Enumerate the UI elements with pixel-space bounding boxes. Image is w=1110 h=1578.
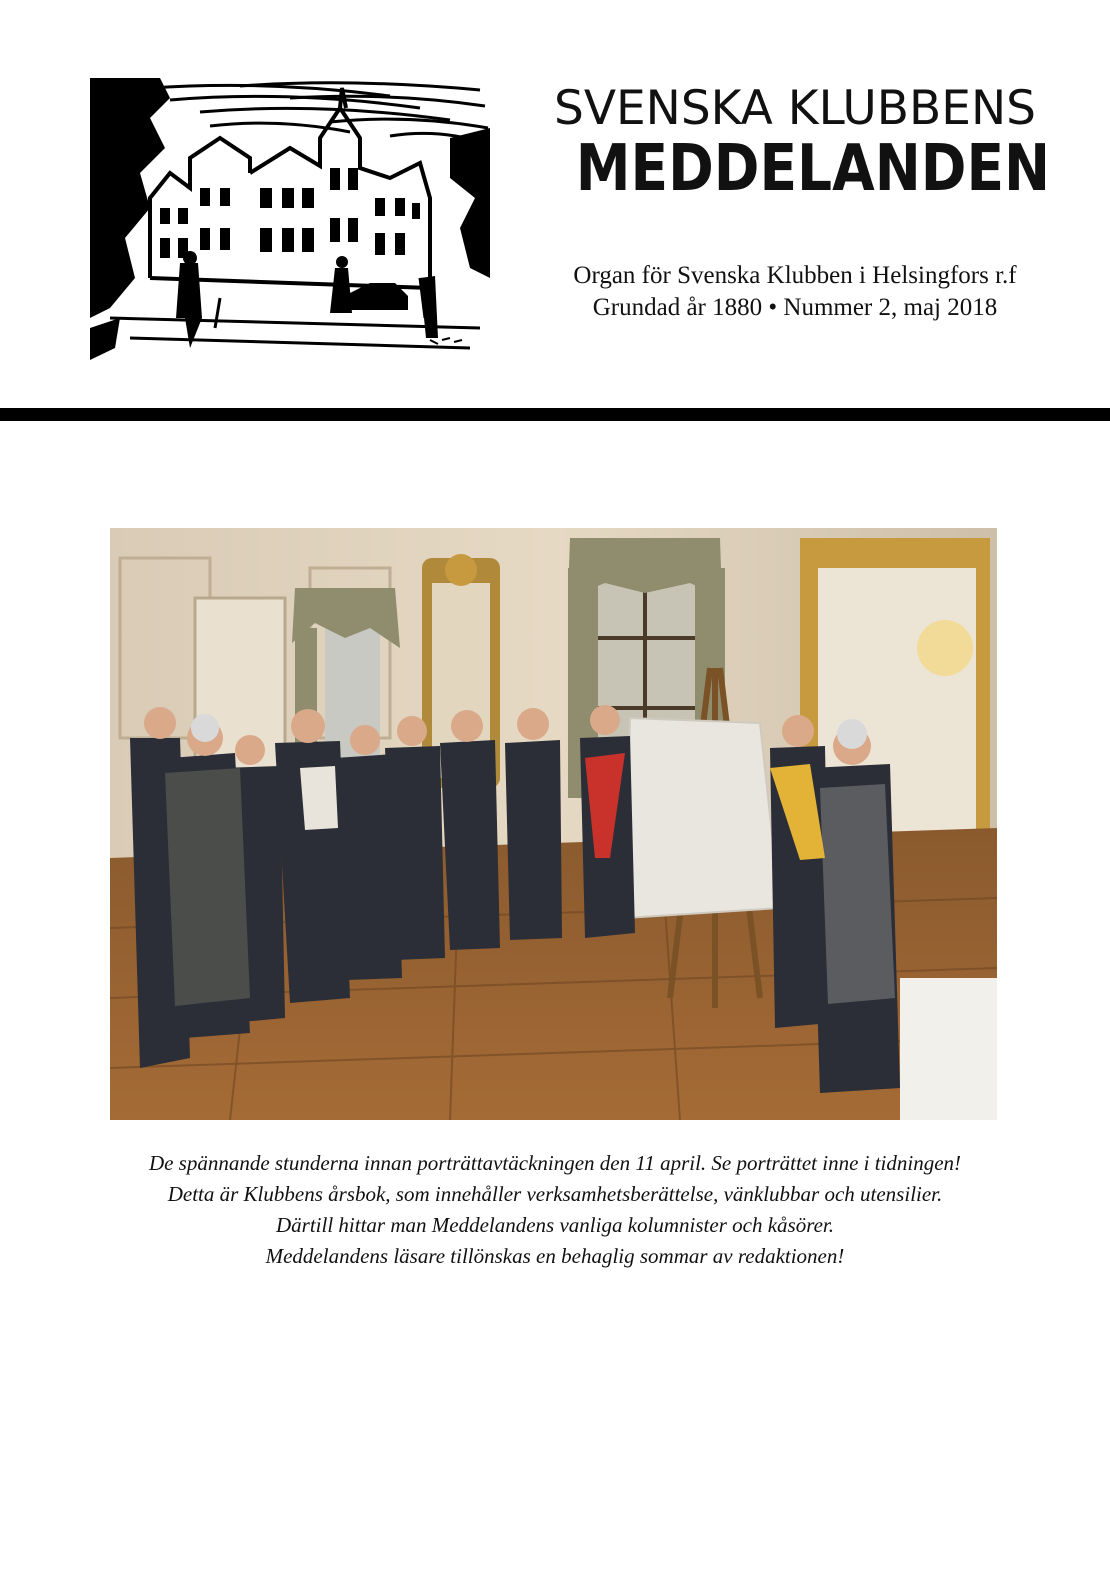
building-sketch-icon <box>90 78 490 360</box>
title-line-1: SVENSKA KLUBBENS <box>553 81 1036 136</box>
subtitle-line-2: Grundad år 1880 • Nummer 2, maj 2018 <box>592 294 998 321</box>
masthead-title <box>540 80 1051 206</box>
caption-line: Meddelandens läsare tillönskas en behaglig sommar av redaktionen! <box>265 1244 845 1268</box>
caption-line: Detta är Klubbens årsbok, som innehåller verksamhetsberättelse, vänklubbar och utensilier. <box>167 1182 943 1206</box>
caption-line: De spännande stunderna innan porträttavtäckningen den 11 april. Se porträttet inne i tidningen! <box>148 1151 962 1175</box>
reception-photo-icon <box>110 528 997 1120</box>
caption-line: Därtill hittar man Meddelandens vanliga kolumnister och kåsörer. <box>276 1213 834 1237</box>
subtitle-line-1: Organ för Svenska Klubben i Helsingfors r.f <box>573 262 1017 289</box>
title-line-2: MEDDELANDEN <box>575 132 1051 206</box>
masthead <box>0 0 1110 400</box>
cover-caption <box>60 1148 1050 1272</box>
header-divider <box>0 408 1110 421</box>
masthead-subtitle <box>540 260 1050 324</box>
